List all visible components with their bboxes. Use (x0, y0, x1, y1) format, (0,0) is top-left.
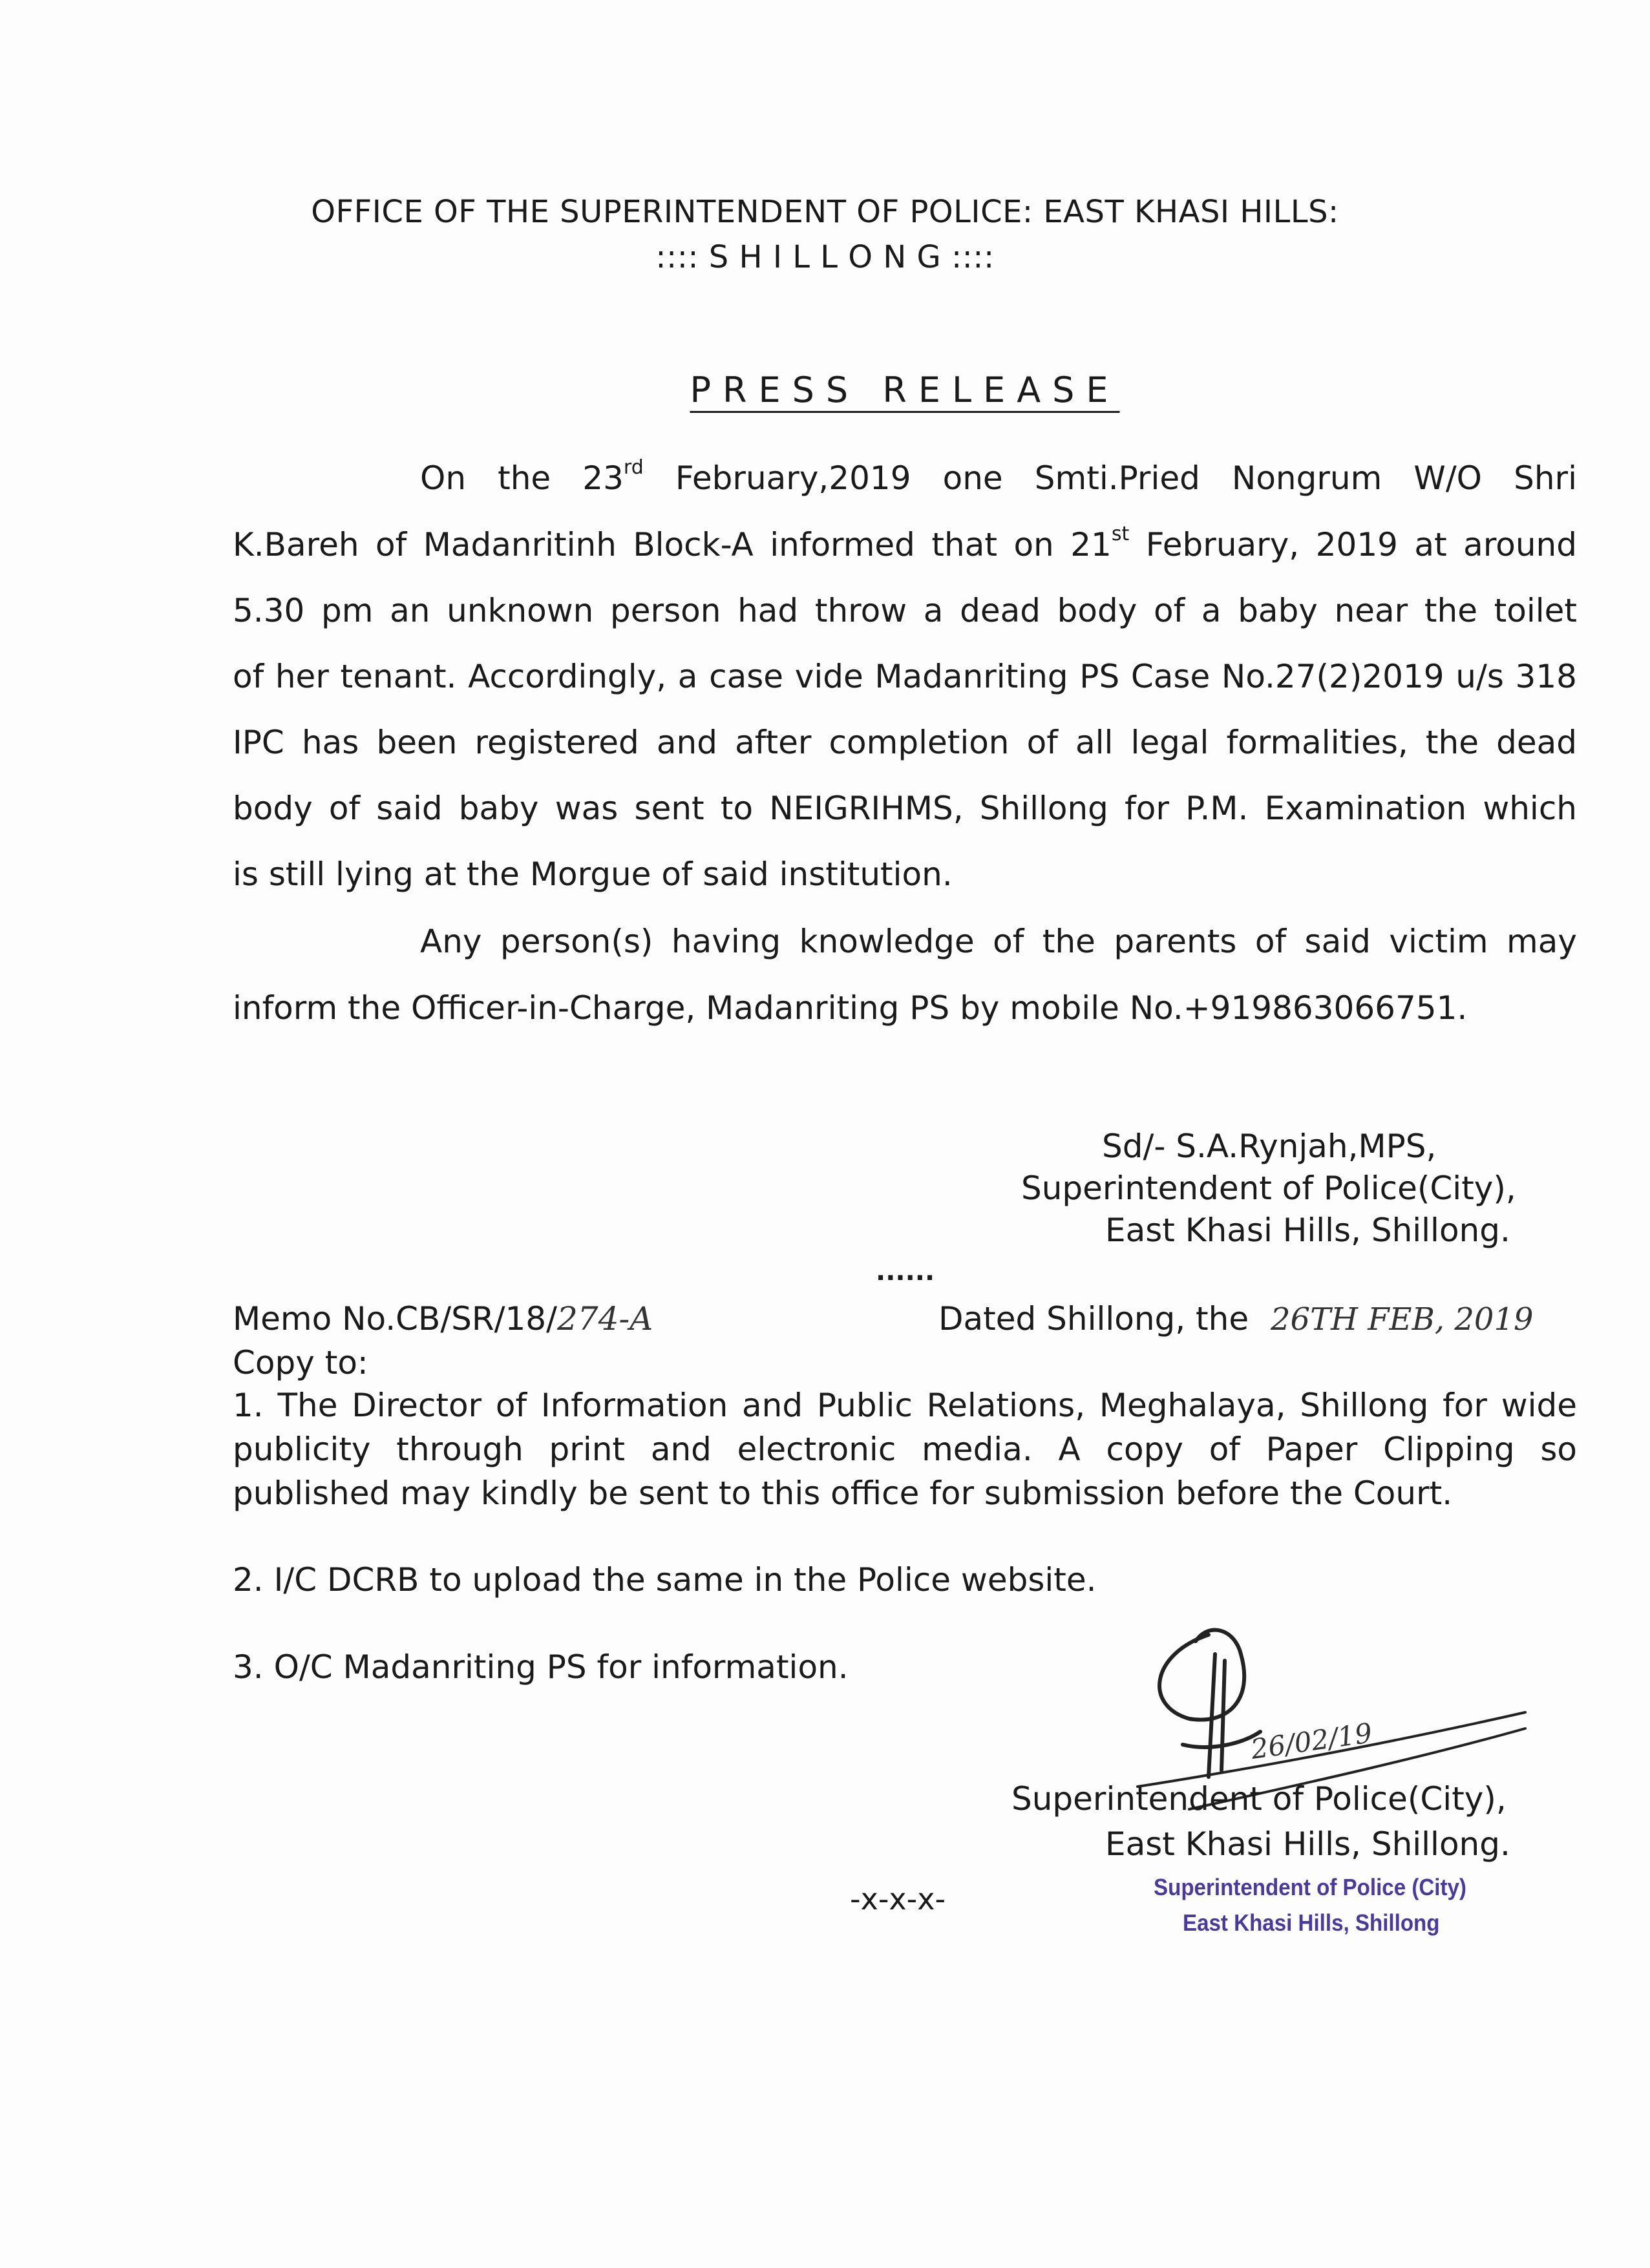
paragraph1-line7: is still lying at the Morgue of said institution. (233, 856, 953, 893)
office-header-line2: :::: S H I L L O N G :::: (655, 239, 995, 275)
copy1-line1: 1. The Director of Information and Public Relations, Meghalaya, Shillong for wide (233, 1387, 1577, 1424)
signature-date: 26/02/19 (1249, 1717, 1375, 1765)
copy1-line2: publicity through print and electronic media. A copy of Paper Clipping so (233, 1431, 1577, 1468)
signature1-line1: Sd/- S.A.Rynjah,MPS, (1102, 1128, 1437, 1165)
copy3: 3. O/C Madanriting PS for information. (233, 1648, 849, 1686)
paragraph1-line5: IPC has been registered and after completion of all legal formalities, the dead (233, 724, 1577, 761)
handwritten-memo-number: 274-A (556, 1300, 653, 1338)
paragraph1-line6: body of said baby was sent to NEIGRIHMS, Shillong for P.M. Examination which (233, 790, 1577, 827)
separator-dots: ...... (876, 1257, 935, 1286)
handwritten-date: 26TH FEB, 2019 (1271, 1301, 1534, 1338)
memo-dated: Dated Shillong, the 26TH FEB, 2019 (938, 1300, 1534, 1338)
official-stamp-line2: East Khasi Hills, Shillong (1183, 1909, 1440, 1936)
signature2-line2: East Khasi Hills, Shillong. (1105, 1825, 1510, 1863)
official-stamp-line1: Superintendent of Police (City) (1154, 1874, 1466, 1900)
memo-number: Memo No.CB/SR/18/274-A (233, 1300, 653, 1338)
copy2: 2. I/C DCRB to upload the same in the Police website. (233, 1561, 1097, 1599)
paragraph1-line2: K.Bareh of Madanritinh Block-A informed that on 21st February, 2019 at around (233, 523, 1577, 563)
paragraph1-line3: 5.30 pm an unknown person had throw a dead body of a baby near the toilet (233, 592, 1577, 629)
signature1-line3: East Khasi Hills, Shillong. (1105, 1212, 1510, 1249)
paragraph2-line2: inform the Officer-in-Charge, Madanriting PS by mobile No.+919863066751. (233, 989, 1468, 1027)
end-mark: -x-x-x- (850, 1882, 946, 1916)
copy1-line3: published may kindly be sent to this office for submission before the Court. (233, 1475, 1453, 1512)
paragraph2-line1: Any person(s) having knowledge of the parents of said victim may (420, 923, 1577, 960)
page-title: PRESS RELEASE (690, 370, 1120, 410)
copy-to-label: Copy to: (233, 1344, 368, 1381)
signature1-line2: Superintendent of Police(City), (1021, 1170, 1516, 1207)
signature2-line1: Superintendent of Police(City), (1011, 1780, 1507, 1818)
office-header-line1: OFFICE OF THE SUPERINTENDENT OF POLICE: EAST KHASI HILLS: (311, 194, 1339, 230)
paragraph1-line4: of her tenant. Accordingly, a case vide Madanriting PS Case No.27(2)2019 u/s 318 (233, 658, 1577, 695)
paragraph1-line1: On the 23rd February,2019 one Smti.Pried Nongrum W/O Shri (420, 456, 1577, 497)
